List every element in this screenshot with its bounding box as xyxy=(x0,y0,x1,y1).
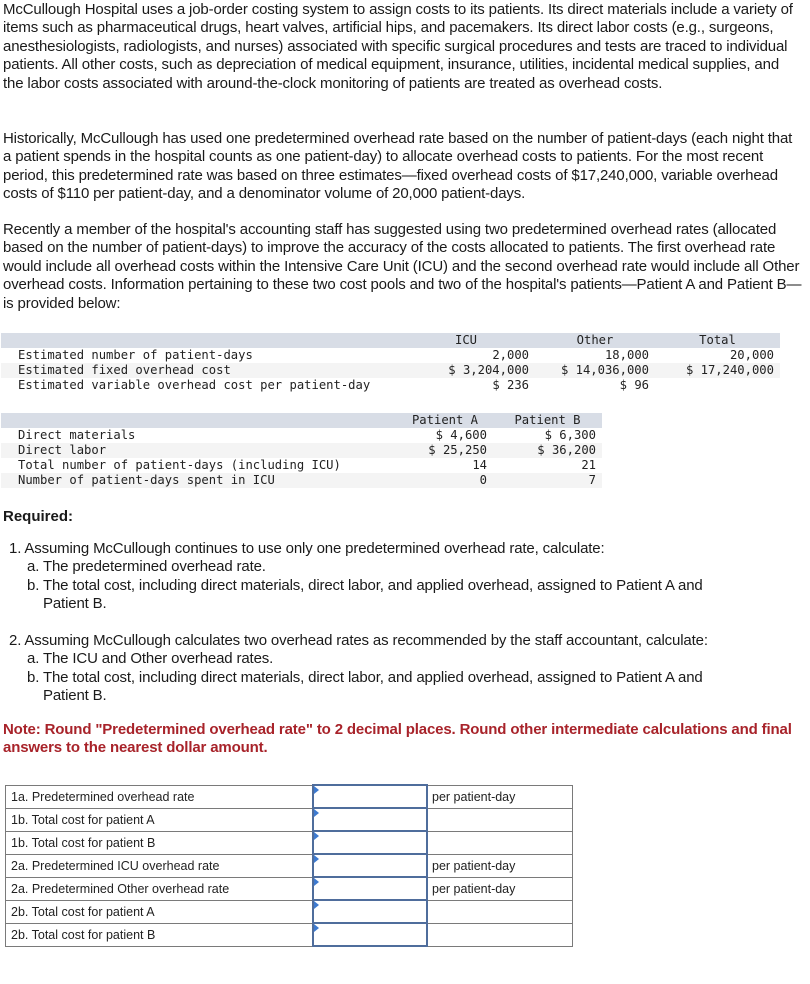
patient-b-value: 21 xyxy=(581,458,596,472)
row-label: Estimated variable overhead cost per patient-day xyxy=(18,378,371,392)
total-value: $ 17,240,000 xyxy=(685,363,774,377)
answer-unit xyxy=(427,808,573,831)
answer-label: 1a. Predetermined overhead rate xyxy=(6,785,314,808)
header-other: Other xyxy=(576,333,614,347)
header-total: Total xyxy=(699,333,736,347)
rounding-note: Note: Round "Predetermined overhead rate" to 2 decimal places. Round other intermediate calculations and final answers to the nearest dollar amount. xyxy=(3,721,792,757)
answer-cell xyxy=(313,808,427,831)
intro-paragraph-2: Historically, McCullough has used one predetermined overhead rate based on the number of patient-days (each night that a patient spends in the hospital counts as one patient-day) to allocate overhead costs to patients. For the most recent period, this predetermined rate was based on three estimates—fixed overhead costs of $17,240,000, variable overhead costs of $110 per patient-day, and a denominator volume of 20,000 patient-days. xyxy=(3,130,793,203)
answer-input-2b-patient-a[interactable] xyxy=(314,901,426,922)
table-row xyxy=(1,348,780,363)
answer-input-1b-patient-a[interactable] xyxy=(314,809,426,830)
answer-unit: per patient-day xyxy=(427,854,573,877)
requirement-2b-continued: Patient B. xyxy=(43,687,107,705)
answer-input-2a-icu-rate[interactable] xyxy=(314,855,426,876)
answer-input-2b-patient-b[interactable] xyxy=(314,924,426,945)
header-patient-b: Patient B xyxy=(514,413,581,427)
answer-unit xyxy=(427,831,573,854)
other-value: 18,000 xyxy=(604,348,649,362)
requirement-2b: b. The total cost, including direct materials, direct labor, and applied overhead, assigned to Patient A and xyxy=(27,668,703,686)
table-row xyxy=(1,428,602,443)
answer-unit xyxy=(427,923,573,946)
answer-row xyxy=(6,923,573,946)
requirement-2-text: 2. Assuming McCullough calculates two overhead rates as recommended by the staff accountant, calculate: xyxy=(9,632,708,649)
row-label: Total number of patient-days (including ICU) xyxy=(18,458,341,472)
total-value: 20,000 xyxy=(729,348,774,362)
answer-row xyxy=(6,808,573,831)
header-patient-a: Patient A xyxy=(411,413,479,427)
patient-a-value: 0 xyxy=(479,473,487,487)
requirement-2 xyxy=(3,632,803,706)
patient-a-value: $ 25,250 xyxy=(428,443,487,457)
intro-paragraph-3: Recently a member of the hospital's accounting staff has suggested using two predetermined overhead rates (allocated based on the number of patient-days) to improve the accuracy of the costs allocated to patients. The first overhead rate would include all overhead costs within the Intensive Care Unit (ICU) and the second overhead rate would include all Other overhead costs. Information pertaining to these two cost pools and two of the hospital's patients—Patient A and Patient B—is provided below: xyxy=(3,221,802,312)
row-label: Direct materials xyxy=(18,428,136,442)
answer-label: 1b. Total cost for patient B xyxy=(6,831,314,854)
intro-paragraph-1: McCullough Hospital uses a job-order costing system to assign costs to its patients. Its direct materials include a variety of items such as pharmaceutical drugs, heart valves, artificial hips, and pacemakers. Its direct labor costs (e.g., surgeons, anesthesiologists, radiologists, and nurses) associated with specific surgical procedures and tests are traced to individual patients. All other costs, such as depreciation of medical equipment, insurance, utilities, incidental medical supplies, and the labor costs associated with around-the-clock monitoring of patients are treated as overhead costs. xyxy=(3,1,793,92)
row-label: Direct labor xyxy=(18,443,107,457)
header-blank xyxy=(1,413,397,428)
answer-label: 2b. Total cost for patient B xyxy=(6,923,314,946)
requirement-1a: a. The predetermined overhead rate. xyxy=(27,558,266,576)
patient-a-value: $ 4,600 xyxy=(435,428,487,442)
patient-table xyxy=(1,413,602,488)
patient-b-value: $ 6,300 xyxy=(544,428,596,442)
answer-unit xyxy=(427,900,573,923)
patient-a-value: 14 xyxy=(472,458,487,472)
requirement-1-text: 1. Assuming McCullough continues to use only one predetermined overhead rate, calculate: xyxy=(9,540,605,557)
answer-cell xyxy=(313,923,427,946)
cost-pool-header-row xyxy=(1,333,780,348)
patient-b-value: 7 xyxy=(588,473,596,487)
answer-unit: per patient-day xyxy=(427,877,573,900)
requirement-1b: b. The total cost, including direct materials, direct labor, and applied overhead, assigned to Patient A and xyxy=(27,576,703,594)
header-blank xyxy=(1,333,397,348)
answer-row xyxy=(6,877,573,900)
other-value: $ 96 xyxy=(619,378,649,392)
answer-cell xyxy=(313,854,427,877)
answer-label: 2a. Predetermined ICU overhead rate xyxy=(6,854,314,877)
icu-value: $ 3,204,000 xyxy=(448,363,529,377)
table-row xyxy=(1,378,780,393)
header-icu: ICU xyxy=(454,333,477,347)
requirement-1b-continued: Patient B. xyxy=(43,595,107,613)
answer-label: 2b. Total cost for patient A xyxy=(6,900,314,923)
table-row xyxy=(1,443,602,458)
table-row xyxy=(1,458,602,473)
answer-input-2a-other-rate[interactable] xyxy=(314,878,426,899)
answer-cell xyxy=(313,900,427,923)
answer-row xyxy=(6,854,573,877)
icu-value: $ 236 xyxy=(492,378,529,392)
answer-input-1b-patient-b[interactable] xyxy=(314,832,426,853)
answer-unit: per patient-day xyxy=(427,785,573,808)
icu-value: 2,000 xyxy=(492,348,529,362)
total-value xyxy=(655,378,780,393)
answer-row xyxy=(6,900,573,923)
requirement-1 xyxy=(3,540,803,614)
row-label: Estimated fixed overhead cost xyxy=(18,363,231,377)
answer-label: 1b. Total cost for patient A xyxy=(6,808,314,831)
answer-cell xyxy=(313,877,427,900)
answer-row xyxy=(6,785,573,808)
other-value: $ 14,036,000 xyxy=(560,363,649,377)
required-heading: Required: xyxy=(3,508,74,525)
patient-header-row xyxy=(1,413,602,428)
answer-cell xyxy=(313,831,427,854)
table-row xyxy=(1,363,780,378)
cost-pool-table xyxy=(1,333,780,393)
patient-b-value: $ 36,200 xyxy=(537,443,596,457)
requirement-2a: a. The ICU and Other overhead rates. xyxy=(27,650,274,668)
answer-table xyxy=(5,784,573,947)
answer-input-1a-rate[interactable] xyxy=(314,786,426,807)
table-row xyxy=(1,473,602,488)
answer-cell xyxy=(313,785,427,808)
answer-row xyxy=(6,831,573,854)
row-label: Estimated number of patient-days xyxy=(18,348,253,362)
answer-label: 2a. Predetermined Other overhead rate xyxy=(6,877,314,900)
row-label: Number of patient-days spent in ICU xyxy=(18,473,275,487)
